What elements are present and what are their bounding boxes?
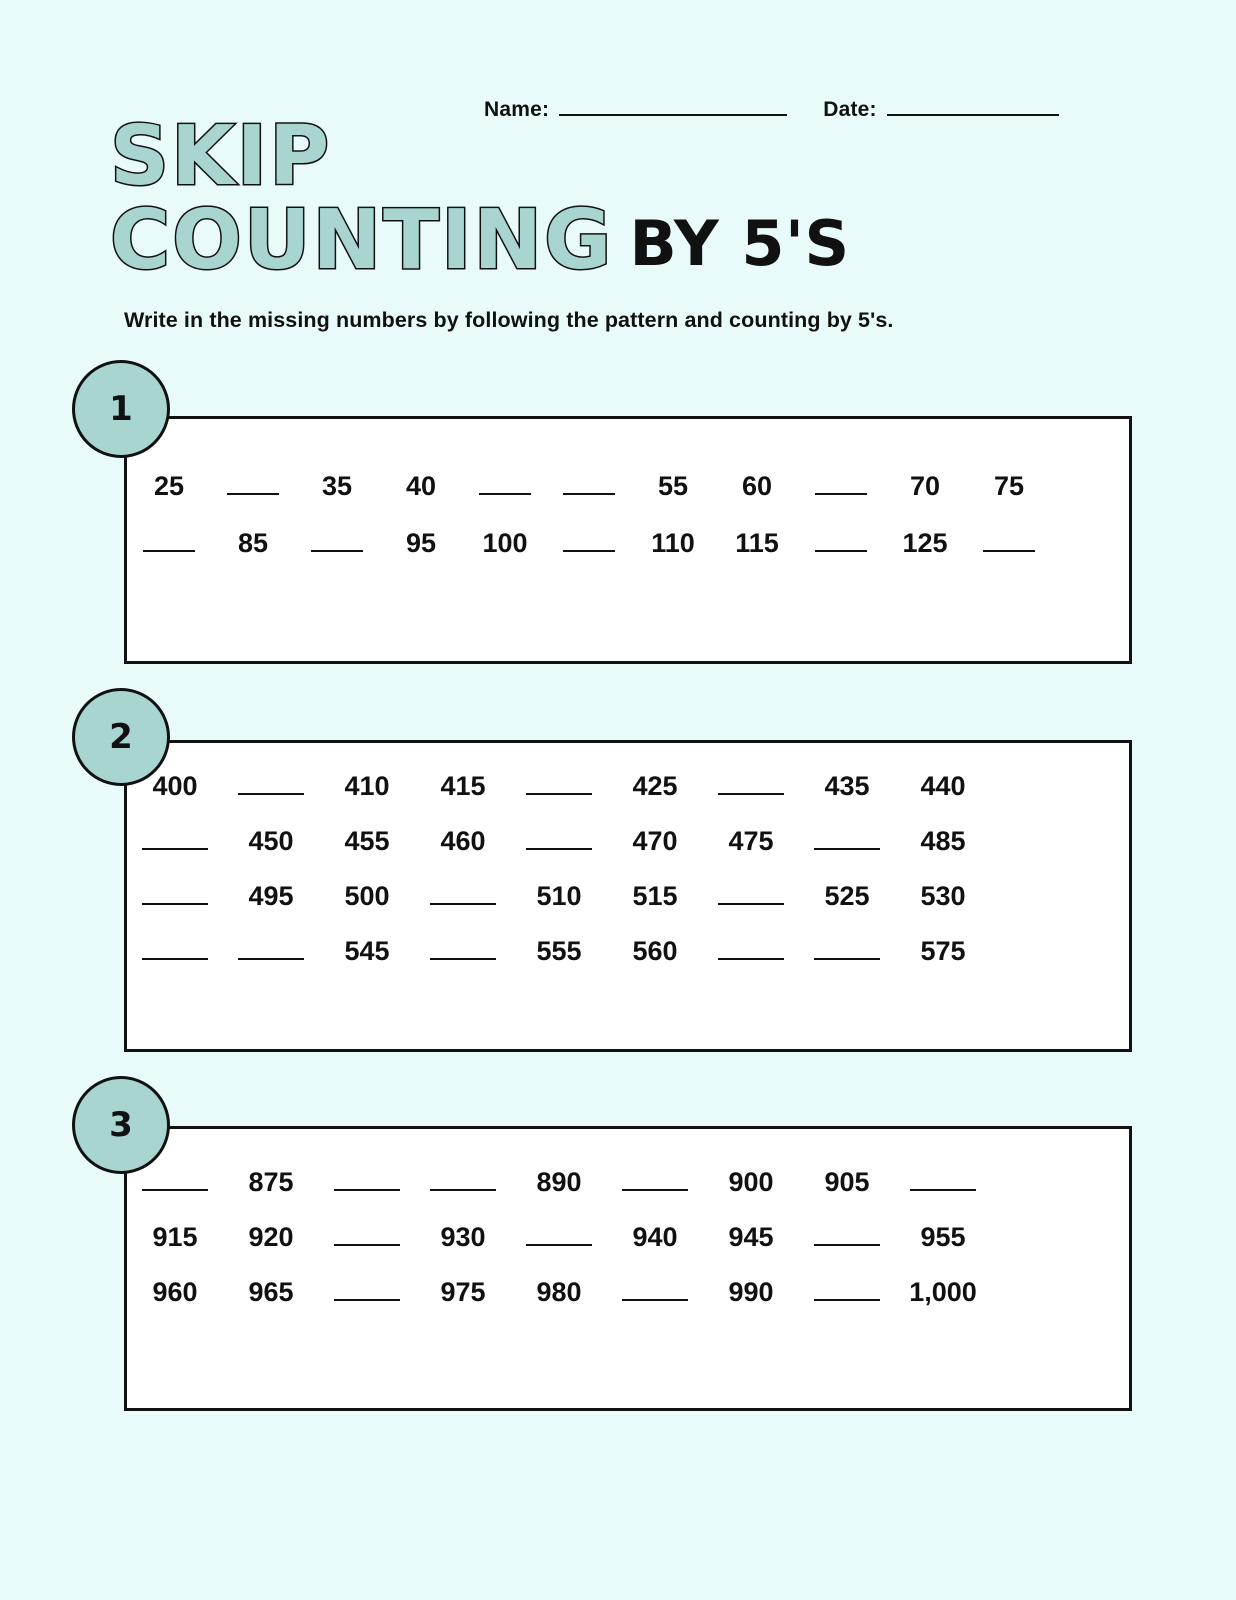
number-cell: 100 xyxy=(482,528,528,558)
section-badge-1: 1 xyxy=(72,360,170,458)
missing-number-blank[interactable] xyxy=(415,936,511,967)
blank-line[interactable] xyxy=(227,473,279,495)
number-row xyxy=(127,881,1129,912)
title-line-2 xyxy=(110,192,1110,288)
number-cell: 955 xyxy=(920,1222,966,1252)
missing-number-blank[interactable] xyxy=(967,528,1051,559)
number-cell: 110 xyxy=(651,528,695,558)
number-row xyxy=(127,826,1129,857)
blank-line[interactable] xyxy=(430,1169,496,1191)
number-cell: 510 xyxy=(536,881,582,911)
blank-line[interactable] xyxy=(814,828,880,850)
number-rows-3 xyxy=(127,1129,1129,1308)
blank-line[interactable] xyxy=(718,883,784,905)
blank-line[interactable] xyxy=(814,938,880,960)
missing-number-blank[interactable] xyxy=(127,826,223,857)
missing-number-blank[interactable] xyxy=(703,881,799,912)
missing-number-blank[interactable] xyxy=(415,1167,511,1198)
section-panel-3 xyxy=(124,1126,1132,1411)
number-cell: 470 xyxy=(632,826,678,856)
title-word-counting: COUNTING xyxy=(110,192,614,288)
number-cell: 75 xyxy=(993,471,1025,501)
number-cell: 85 xyxy=(237,528,269,558)
date-blank-line[interactable] xyxy=(887,96,1059,116)
missing-number-blank[interactable] xyxy=(511,771,607,802)
number-cell: 530 xyxy=(920,881,966,911)
blank-line[interactable] xyxy=(238,773,304,795)
missing-number-blank[interactable] xyxy=(799,936,895,967)
number-cell: 560 xyxy=(632,936,678,966)
number-row xyxy=(127,1277,1129,1308)
blank-line[interactable] xyxy=(718,773,784,795)
blank-line[interactable] xyxy=(334,1279,400,1301)
blank-line[interactable] xyxy=(142,938,208,960)
number-cell: 475 xyxy=(728,826,774,856)
missing-number-blank[interactable] xyxy=(895,1167,991,1198)
missing-number-blank[interactable] xyxy=(319,1277,415,1308)
number-cell: 555 xyxy=(536,936,582,966)
number-rows-2 xyxy=(127,743,1129,967)
blank-line[interactable] xyxy=(622,1279,688,1301)
number-cell: 500 xyxy=(344,881,390,911)
missing-number-blank[interactable] xyxy=(799,1222,895,1253)
missing-number-blank[interactable] xyxy=(223,771,319,802)
missing-number-blank[interactable] xyxy=(547,528,631,559)
number-cell: 440 xyxy=(920,771,966,801)
number-cell: 485 xyxy=(920,826,966,856)
missing-number-blank[interactable] xyxy=(703,936,799,967)
missing-number-blank[interactable] xyxy=(703,771,799,802)
blank-line[interactable] xyxy=(814,1224,880,1246)
instructions-text: Write in the missing numbers by following the pattern and counting by 5's. xyxy=(124,308,894,332)
section-panel-2 xyxy=(124,740,1132,1052)
exercise-section-3 xyxy=(72,1076,1132,1416)
number-cell: 125 xyxy=(902,528,948,558)
number-cell: 450 xyxy=(248,826,294,856)
number-cell: 25 xyxy=(153,471,185,501)
blank-line[interactable] xyxy=(718,938,784,960)
number-cell: 990 xyxy=(728,1277,774,1307)
number-cell: 545 xyxy=(344,936,390,966)
missing-number-blank[interactable] xyxy=(799,528,883,559)
blank-line[interactable] xyxy=(983,530,1035,552)
number-row xyxy=(127,471,1129,502)
number-cell: 1,000 xyxy=(909,1277,977,1307)
number-row xyxy=(127,771,1129,802)
missing-number-blank[interactable] xyxy=(319,1167,415,1198)
number-cell: 575 xyxy=(920,936,966,966)
number-row xyxy=(127,1222,1129,1253)
missing-number-blank[interactable] xyxy=(211,471,295,502)
missing-number-blank[interactable] xyxy=(511,826,607,857)
number-cell: 425 xyxy=(632,771,678,801)
missing-number-blank[interactable] xyxy=(511,1222,607,1253)
missing-number-blank[interactable] xyxy=(295,528,379,559)
blank-line[interactable] xyxy=(526,1224,592,1246)
blank-line[interactable] xyxy=(814,1279,880,1301)
number-cell: 410 xyxy=(344,771,390,801)
number-cell: 35 xyxy=(321,471,353,501)
number-cell: 60 xyxy=(741,471,773,501)
blank-line[interactable] xyxy=(430,883,496,905)
missing-number-blank[interactable] xyxy=(799,471,883,502)
title-word-skip: SKIP xyxy=(110,109,332,204)
number-cell: 920 xyxy=(248,1222,294,1252)
number-cell: 55 xyxy=(657,471,689,501)
missing-number-blank[interactable] xyxy=(127,1167,223,1198)
blank-line[interactable] xyxy=(238,938,304,960)
blank-line[interactable] xyxy=(526,773,592,795)
number-cell: 95 xyxy=(405,528,437,558)
blank-line[interactable] xyxy=(311,530,363,552)
title-word-by5s: BY 5'S xyxy=(629,206,850,280)
number-rows-1 xyxy=(127,419,1129,559)
blank-line[interactable] xyxy=(910,1169,976,1191)
blank-line[interactable] xyxy=(815,473,867,495)
missing-number-blank[interactable] xyxy=(799,826,895,857)
number-cell: 940 xyxy=(632,1222,678,1252)
number-cell: 515 xyxy=(632,881,678,911)
number-cell: 900 xyxy=(728,1167,774,1197)
blank-line[interactable] xyxy=(334,1169,400,1191)
date-label: Date: xyxy=(823,98,877,121)
blank-line[interactable] xyxy=(334,1224,400,1246)
name-label: Name: xyxy=(484,98,550,121)
missing-number-blank[interactable] xyxy=(127,528,211,559)
blank-line[interactable] xyxy=(815,530,867,552)
exercise-section-1 xyxy=(72,360,1132,665)
blank-line[interactable] xyxy=(479,473,531,495)
number-cell: 70 xyxy=(909,471,941,501)
missing-number-blank[interactable] xyxy=(607,1167,703,1198)
number-cell: 455 xyxy=(344,826,390,856)
number-cell: 115 xyxy=(735,528,779,558)
number-cell: 945 xyxy=(728,1222,774,1252)
number-cell: 965 xyxy=(248,1277,294,1307)
missing-number-blank[interactable] xyxy=(319,1222,415,1253)
missing-number-blank[interactable] xyxy=(223,936,319,967)
number-cell: 905 xyxy=(824,1167,870,1197)
missing-number-blank[interactable] xyxy=(799,1277,895,1308)
number-cell: 915 xyxy=(152,1222,198,1252)
blank-line[interactable] xyxy=(143,530,195,552)
section-badge-3: 3 xyxy=(72,1076,170,1174)
number-cell: 930 xyxy=(440,1222,486,1252)
number-cell: 400 xyxy=(152,771,198,801)
missing-number-blank[interactable] xyxy=(415,881,511,912)
number-cell: 40 xyxy=(405,471,437,501)
number-cell: 890 xyxy=(536,1167,582,1197)
blank-line[interactable] xyxy=(563,473,615,495)
number-cell: 495 xyxy=(248,881,294,911)
number-cell: 975 xyxy=(440,1277,486,1307)
missing-number-blank[interactable] xyxy=(607,1277,703,1308)
exercise-section-2 xyxy=(72,688,1132,1058)
blank-line[interactable] xyxy=(142,828,208,850)
blank-line[interactable] xyxy=(142,883,208,905)
number-cell: 875 xyxy=(248,1167,294,1197)
number-row xyxy=(127,1167,1129,1198)
blank-line[interactable] xyxy=(142,1169,208,1191)
number-cell: 460 xyxy=(440,826,486,856)
missing-number-blank[interactable] xyxy=(463,471,547,502)
number-cell: 980 xyxy=(536,1277,582,1307)
missing-number-blank[interactable] xyxy=(127,936,223,967)
missing-number-blank[interactable] xyxy=(547,471,631,502)
number-row xyxy=(127,936,1129,967)
number-cell: 435 xyxy=(824,771,870,801)
number-cell: 525 xyxy=(824,881,870,911)
blank-line[interactable] xyxy=(563,530,615,552)
missing-number-blank[interactable] xyxy=(127,881,223,912)
blank-line[interactable] xyxy=(622,1169,688,1191)
number-cell: 960 xyxy=(152,1277,198,1307)
blank-line[interactable] xyxy=(430,938,496,960)
number-cell: 415 xyxy=(440,771,486,801)
number-row xyxy=(127,528,1129,559)
name-blank-line[interactable] xyxy=(559,96,787,116)
blank-line[interactable] xyxy=(526,828,592,850)
section-badge-2: 2 xyxy=(72,688,170,786)
section-panel-1 xyxy=(124,416,1132,664)
